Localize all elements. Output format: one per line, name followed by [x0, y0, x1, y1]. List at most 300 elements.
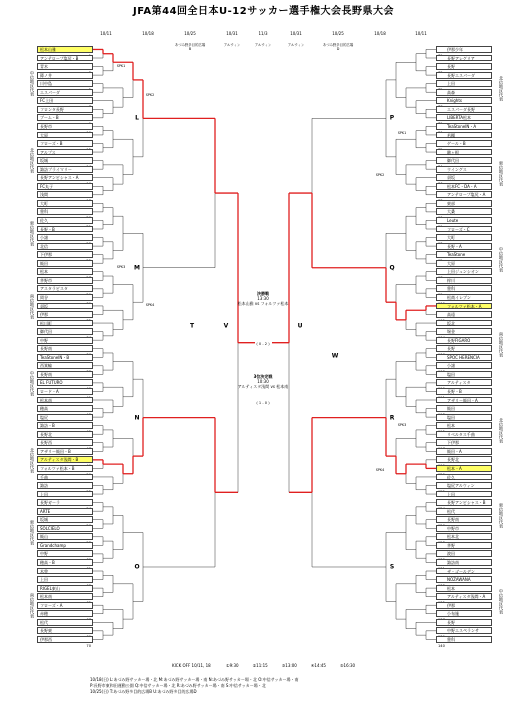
team-name: アスタラビスタ: [40, 286, 68, 292]
third-place-box: [238, 374, 289, 389]
team-name: 中野: [40, 337, 48, 343]
round-date: 10/31: [290, 31, 302, 36]
team-entry: [37, 610, 93, 617]
team-entry: [37, 191, 93, 198]
team-entry: [436, 354, 492, 361]
final-match: 松本山雅 vs フォルツァ松本: [237, 301, 289, 306]
team-entry: [436, 208, 492, 215]
team-entry: [37, 397, 93, 404]
team-entry: [436, 97, 492, 104]
team-entry: [436, 183, 492, 190]
region-label: 中信地区代表: [499, 588, 504, 614]
round-venue: アルウィン: [254, 43, 272, 47]
team-name: 小諸: [40, 235, 48, 241]
venue-tag: SPK3: [397, 423, 407, 427]
venue-tag: SPK3: [116, 265, 126, 269]
team-name: 篠ノ井: [40, 72, 52, 78]
team-entry: [37, 277, 93, 284]
team-name: 長野アンビシャス・A: [40, 175, 79, 181]
team-entry: [436, 516, 492, 523]
team-entry: [37, 636, 93, 648]
team-name: 須坂: [40, 303, 48, 309]
venue-legend: [90, 677, 299, 695]
team-name: 高森: [447, 89, 455, 95]
team-name: 中野: [40, 551, 48, 557]
team-entry: [37, 508, 93, 515]
team-entry: [37, 285, 93, 292]
team-entry: [436, 157, 492, 164]
team-name: 長野南: [447, 517, 459, 523]
team-name: ウイングス: [447, 166, 467, 172]
kickoff-times: [212, 663, 355, 668]
final-time: 13:30: [257, 296, 269, 301]
team-name: 岡谷: [40, 294, 48, 300]
team-entry: [37, 123, 93, 130]
team-name: 飯山: [40, 534, 48, 540]
team-entry: [37, 303, 93, 310]
team-entry: [37, 568, 93, 575]
team-name: LIBERTA松本: [447, 115, 472, 121]
team-name: アルティスタ浅間・B: [40, 457, 79, 463]
region-label: 北信地区代表: [30, 447, 35, 473]
team-entry: [37, 183, 93, 190]
team-name: 飯田・A: [447, 448, 462, 454]
team-entry: [37, 174, 93, 181]
team-name: 諏訪・B: [40, 423, 55, 429]
kickoff-label: KICK OFF: [172, 663, 191, 668]
team-entry: [436, 576, 492, 583]
legend-line: P:長野市東和田運動公園 Q:中信サッカー場・北 R:あづみ野サッカー場・南 S:中信サッカー場・北: [90, 683, 266, 688]
team-entry: [37, 627, 93, 634]
team-entry: [37, 354, 93, 361]
team-entry: [37, 465, 93, 472]
team-name: NOZAWANA: [447, 577, 471, 583]
block-letter: S: [389, 563, 395, 571]
team-name: TeaStone: [447, 252, 466, 258]
team-entry: [37, 166, 93, 173]
team-name: Leute: [447, 218, 459, 223]
team-entry: [436, 149, 492, 156]
team-name: 松本: [447, 585, 455, 591]
region-label: 北信地区代表: [499, 75, 504, 101]
team-entry: [37, 114, 93, 121]
team-name: 長野西: [40, 440, 52, 446]
round-venue: あづみ野多目的広場B: [174, 43, 206, 51]
team-entry: [436, 251, 492, 258]
third-score: ( 1 - 0 ): [256, 401, 270, 405]
team-entry: [436, 200, 492, 207]
region-label: 中信地区代表: [499, 246, 504, 272]
team-entry: [436, 456, 492, 463]
kickoff-time: ⑤16:30: [339, 663, 356, 668]
team-name: 伊那: [40, 312, 48, 318]
team-name: 塩尻: [40, 414, 48, 420]
team-entry: [436, 636, 492, 648]
team-name: 下伊那: [40, 252, 52, 258]
team-entry: [436, 439, 492, 446]
team-name: 塩田: [447, 414, 455, 420]
team-name: 長野市: [40, 123, 52, 129]
block-letter: V: [223, 322, 229, 330]
region-label: 南信地区代表: [30, 293, 35, 319]
team-entry: [436, 311, 492, 318]
team-name: 塩田: [447, 371, 455, 377]
team-name: 上田: [447, 81, 455, 87]
team-name: フロンタ長野: [40, 106, 64, 112]
team-entry: [37, 405, 93, 412]
region-label: 中信地区代表: [30, 71, 35, 97]
team-name: 松本・A: [447, 465, 462, 471]
team-entry: [37, 55, 93, 62]
team-name: FC丸子: [40, 183, 54, 189]
team-entry: [436, 132, 492, 139]
team-name: 西箕輪: [40, 363, 52, 369]
team-entry: [37, 388, 93, 395]
team-name: 赤穂: [40, 611, 48, 617]
region-label: 北信地区代表: [30, 148, 35, 174]
region-label: 東信地区代表: [499, 503, 504, 529]
final-score: ( 0 - 2 ): [256, 342, 270, 346]
team-entry: [436, 328, 492, 335]
team-name: アンテロープ塩尻・B: [40, 55, 79, 61]
team-entry: [436, 568, 492, 575]
kickoff-time: ③13:00: [281, 663, 297, 668]
region-label: 中信地区代表: [30, 370, 35, 396]
region-label: 北信地区代表: [499, 417, 504, 443]
team-entry: [37, 234, 93, 241]
team-entry: [37, 371, 93, 378]
team-name: 木曽: [40, 568, 48, 574]
team-entry: [436, 499, 492, 506]
team-entry: [436, 234, 492, 241]
team-entry: [37, 72, 93, 79]
team-entry: [37, 132, 93, 139]
block-letter: M: [134, 264, 140, 272]
team-name: アザリー飯田・B: [40, 448, 71, 454]
team-entry: [436, 277, 492, 284]
team-name: 青木: [40, 64, 48, 70]
team-entry: [37, 251, 93, 258]
team-entry: [37, 576, 93, 583]
team-name: 長野南: [40, 346, 52, 352]
team-entry: [436, 166, 492, 173]
team-name: 松本山雅: [40, 47, 56, 52]
team-name: 松代: [447, 508, 455, 514]
team-name: TeaStoneIN・A: [447, 123, 477, 129]
team-name: 中野エスペランサ: [447, 628, 479, 634]
kickoff-date: 10/11, 18: [191, 663, 211, 668]
team-name: 長野南: [40, 371, 52, 377]
block-letter: P: [389, 114, 395, 122]
team-name: フローズ・B: [40, 141, 63, 147]
team-entry: [37, 294, 93, 301]
block-letter: W: [331, 352, 339, 360]
team-name: 塩尻アルウィン: [447, 483, 475, 489]
team-entry: [37, 362, 93, 369]
team-entry: [37, 550, 93, 557]
team-name: 波田: [447, 551, 455, 557]
team-name: 諏訪南: [447, 560, 459, 565]
team-name: フォルツァ松本・A: [447, 303, 482, 309]
team-name: 大町: [40, 200, 48, 206]
team-entry: [436, 285, 492, 292]
team-name: ゲール・B: [447, 141, 466, 147]
team-name: 飯田: [447, 406, 455, 412]
page-title: JFA第44回全日本U-12サッカー選手権大会長野県大会: [132, 6, 395, 17]
venue-tag: SPK4: [375, 468, 385, 472]
block-letter: R: [389, 414, 395, 422]
team-entry: [37, 542, 93, 549]
team-name: 浅間: [40, 192, 48, 198]
block-letter: O: [134, 563, 140, 571]
block-letter: Q: [389, 264, 395, 272]
team-entry: [37, 337, 93, 344]
team-entry: [436, 465, 492, 472]
kickoff-row: [172, 663, 355, 668]
team-name: 上田: [447, 491, 455, 497]
team-entry: [37, 345, 93, 352]
team-entry: [436, 191, 492, 198]
team-entry: [37, 602, 93, 609]
region-label: 南信地区代表: [499, 332, 504, 358]
team-name: 梓川: [447, 277, 455, 283]
team-entry: [436, 559, 492, 566]
team-name: 大町: [447, 235, 455, 241]
team-name: 上田: [40, 577, 48, 583]
team-name: 穂高: [40, 406, 48, 412]
region-label: 東信地区代表: [30, 221, 35, 247]
team-name: FC上田: [40, 98, 54, 104]
team-entry: [436, 414, 492, 421]
team-entry: [37, 559, 93, 566]
team-name: 北信: [40, 243, 48, 249]
venue-tag: SPK1: [397, 131, 407, 135]
team-name: 豊科: [447, 286, 455, 292]
team-name: アザリー飯田・A: [447, 397, 478, 403]
team-entry: [436, 303, 492, 310]
kickoff-time: ②11:15: [252, 663, 268, 668]
team-entry: [37, 414, 93, 421]
team-name: Knights: [447, 98, 462, 104]
third-label: 3位決定戦: [253, 374, 273, 379]
block-letter: T: [189, 322, 195, 330]
team-entry: [436, 405, 492, 412]
team-name: 松本南: [40, 594, 52, 600]
team-name: 豊科: [447, 636, 455, 642]
team-name: ザ・ゴールデン: [447, 568, 475, 574]
team-entry: [37, 320, 93, 327]
team-name: 小諸: [447, 363, 455, 369]
team-entry: [37, 200, 93, 207]
region-label: 東信地区代表: [30, 520, 35, 546]
team-entry: [37, 208, 93, 215]
team-entry: [37, 422, 93, 429]
team-name: ブーム・B: [40, 115, 59, 121]
team-name: 御代田: [40, 329, 52, 335]
team-entry: [37, 619, 93, 626]
round-date: 10/18: [374, 31, 386, 36]
team-name: 堀金: [447, 329, 455, 335]
team-entry: [436, 320, 492, 327]
team-name: アルティスタ浅間・A: [447, 594, 486, 600]
team-entry: [436, 508, 492, 515]
team-name: 坂城: [40, 517, 48, 523]
team-name: SOLCIELO: [40, 525, 60, 531]
team-name: 大原: [447, 260, 455, 266]
team-name: 長野北: [447, 457, 459, 463]
team-entry: [436, 491, 492, 498]
team-entry: [37, 311, 93, 318]
team-name: 坂城: [40, 158, 48, 164]
team-entry: [37, 379, 93, 386]
team-name: 諏訪プライマリー: [40, 166, 72, 172]
team-entry: [37, 268, 93, 275]
team-name: 下伊那: [447, 440, 459, 446]
third-match: アルティスタ浅間 vs 松本南: [237, 384, 289, 389]
team-name: 松川町: [40, 320, 52, 326]
team-entry: [436, 422, 492, 429]
team-name: 松本北: [447, 534, 459, 540]
team-entry: [37, 157, 93, 164]
third-time: 10:30: [257, 379, 269, 384]
team-entry: [436, 114, 492, 121]
team-name: 長野: [447, 64, 455, 70]
team-entry: [436, 260, 492, 267]
team-entry: [436, 337, 492, 344]
team-name: 長野北: [40, 431, 52, 437]
team-entry: [436, 525, 492, 532]
team-name: SPOC HERENCIA: [447, 354, 480, 360]
team-name: 長野・A: [447, 243, 462, 249]
team-name: 松本: [40, 269, 48, 275]
round-date: 11/3: [258, 31, 268, 36]
block-letter: U: [297, 322, 303, 330]
team-name: アルティスタ: [447, 380, 471, 386]
team-name: 飯田: [40, 260, 48, 266]
team-name: ロード・A: [40, 389, 59, 394]
team-entry: [436, 585, 492, 592]
team-entry: [436, 80, 492, 87]
team-name: 長野: [447, 619, 455, 625]
team-entry: [37, 328, 93, 335]
round-date: 10/11: [415, 31, 427, 36]
team-name: アンテロープ塩尻・A: [447, 192, 486, 198]
team-name: エスパーダ: [40, 89, 60, 95]
team-name: アルプス: [40, 149, 56, 155]
team-name: 坂北: [447, 320, 455, 326]
team-entry: [436, 627, 492, 634]
team-entry: [37, 499, 93, 506]
team-name: 長野アレグリア: [447, 55, 475, 61]
round-date: 10/25: [184, 31, 196, 36]
team-entry: [436, 371, 492, 378]
team-name: 松本南: [40, 397, 52, 403]
team-entry: [436, 619, 492, 626]
team-name: エスパーダ長野: [447, 106, 475, 112]
team-name: 伊那西: [40, 636, 52, 642]
team-name: 川中島: [40, 81, 52, 87]
team-name: フローズ・C: [447, 226, 470, 232]
team-entry: [37, 46, 93, 53]
team-entry: [436, 46, 492, 53]
team-name: 茅野市: [40, 277, 52, 283]
region-label: 東信地区代表: [499, 161, 504, 187]
team-name: TeaStoneIN・B: [40, 354, 70, 360]
team-entry: [436, 106, 492, 113]
team-entry: [37, 63, 93, 70]
team-name: 諏訪: [40, 483, 48, 489]
team-name: EL FUTURO: [40, 380, 63, 386]
team-name: 御代田: [447, 158, 459, 164]
team-entry: [37, 439, 93, 446]
team-name: RIGEL東山: [40, 585, 60, 591]
team-entry: [436, 268, 492, 275]
team-entry: [37, 516, 93, 523]
team-entry: [37, 585, 93, 592]
venue-tag: SPK1: [116, 64, 126, 68]
team-entry: [436, 123, 492, 130]
team-name: 長野・B: [447, 389, 462, 394]
team-name: 上田: [40, 491, 48, 497]
round-venue: アルウィン: [287, 43, 305, 47]
team-entry: [436, 55, 492, 62]
team-entry: [436, 482, 492, 489]
team-entry: [436, 593, 492, 600]
team-entry: [37, 89, 93, 96]
round-date: 10/31: [226, 31, 238, 36]
round-venue: アルウィン: [223, 43, 241, 47]
team-number: 140: [438, 643, 445, 648]
venue-tag: SPK4: [145, 303, 155, 307]
team-number: 70: [86, 643, 91, 648]
team-name: 松代: [40, 619, 48, 625]
team-entry: [37, 217, 93, 224]
team-name: 松本: [447, 423, 455, 429]
team-entry: [37, 593, 93, 600]
team-name: Grandchamp: [40, 542, 66, 548]
team-entry: [436, 610, 492, 617]
team-name: 松商イレブン: [447, 294, 471, 300]
team-name: 長野: [447, 346, 455, 352]
region-label: 南信地区代表: [30, 592, 35, 619]
team-name: 長野ガーラ: [40, 500, 60, 506]
team-name: 上田ジュンシオン: [447, 269, 479, 275]
team-name: 長野エスパーダ: [447, 72, 475, 78]
team-name: 松本FC・DA・A: [447, 183, 477, 189]
team-name: 茅野: [447, 542, 455, 548]
block-letter: L: [135, 114, 139, 122]
team-entry: [436, 89, 492, 96]
team-name: 大桑: [447, 209, 455, 215]
team-name: リベルタス千曲: [447, 431, 475, 437]
legend-line: 10/18(日) L:あづみ野サッカー場・北 M:あづみ野サッカー場・南 N:あづみ野サッカー場・北 O:中信サッカー場・南: [90, 677, 299, 682]
team-entry: [436, 602, 492, 609]
team-entry: [37, 448, 93, 455]
team-entry: [37, 260, 93, 267]
round-date: 10/25: [332, 31, 344, 36]
team-entry: [436, 474, 492, 481]
final-box: [238, 291, 289, 306]
team-name: 佐久: [447, 474, 455, 480]
legend-line: 10/25(日) T:あづみ野多目的広場B U:あづみ野多目的広場D: [90, 689, 197, 694]
venue-tag: SPK2: [375, 173, 385, 177]
team-entry: [436, 379, 492, 386]
team-name: 須坂: [447, 175, 455, 181]
team-entry: [436, 542, 492, 549]
team-entry: [37, 456, 93, 463]
team-entry: [436, 388, 492, 395]
team-entry: [37, 533, 93, 540]
